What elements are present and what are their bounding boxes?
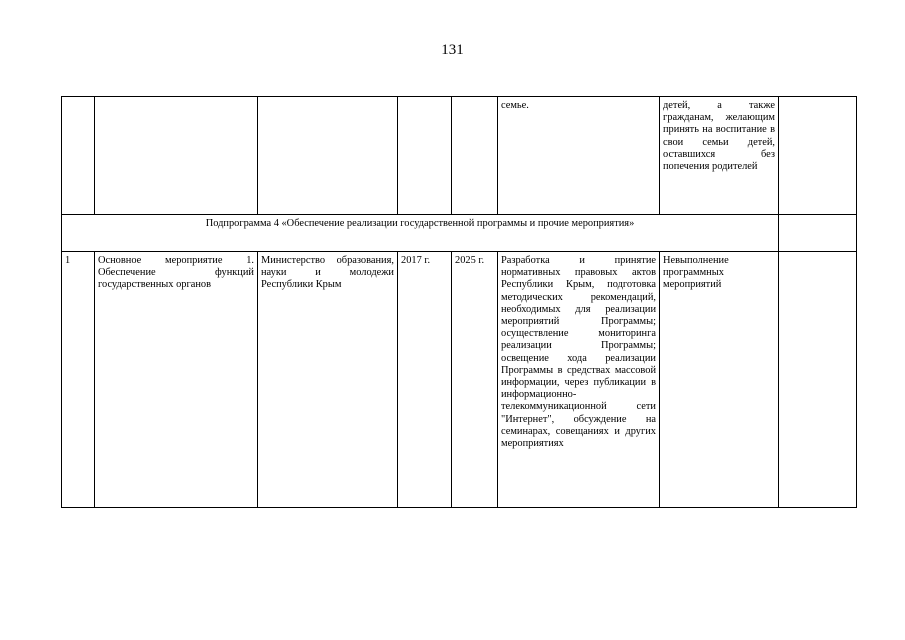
subprogram-title: Подпрограмма 4 «Обеспечение реализации государственной программы и прочие мероприятия» (62, 215, 779, 252)
cell-executor-empty (258, 97, 398, 215)
cell-consequence: Невыполнение программных мероприятий (660, 252, 779, 508)
cell-year-start-empty (398, 97, 452, 215)
page-number: 131 (441, 42, 464, 58)
cell-measure: Разработка и принятие нормативных правовых актов Республики Крым, подготовка методических рекомендаций, необходимых для реализации мероприятий Программы; осуществление мониторинга реализации Программы; освещение хода реализации Программы в средствах массовой информации, через публикации в информационно-телекоммуникационной сети "Интернет", обсуждение на семинарах, совещаниях и других мероприятиях (498, 252, 660, 508)
cell-year-start: 2017 г. (398, 252, 452, 508)
cell-year-end: 2025 г. (452, 252, 498, 508)
cell-consequence-continuation: детей, а также гражданам, желающим принять на воспитание в свои семьи детей, оставшихся без попечения родителей (660, 97, 779, 215)
program-table (61, 96, 857, 508)
cell-year-end-empty (452, 97, 498, 215)
cell-activity-name: Основное мероприятие 1. Обеспечение функций государственных органов (95, 252, 258, 508)
cell-name-empty (95, 97, 258, 215)
table-row-continuation (62, 97, 857, 215)
cell-number: 1 (62, 252, 95, 508)
table-row-subprogram (62, 215, 857, 252)
cell-extra-empty (779, 252, 857, 508)
table-row-main-activity (62, 252, 857, 508)
cell-extra-empty (779, 97, 857, 215)
cell-executor: Министерство образования, науки и молодежи Республики Крым (258, 252, 398, 508)
cell-extra-empty (779, 215, 857, 252)
cell-measure-continuation: семье. (498, 97, 660, 215)
cell-number-empty (62, 97, 95, 215)
